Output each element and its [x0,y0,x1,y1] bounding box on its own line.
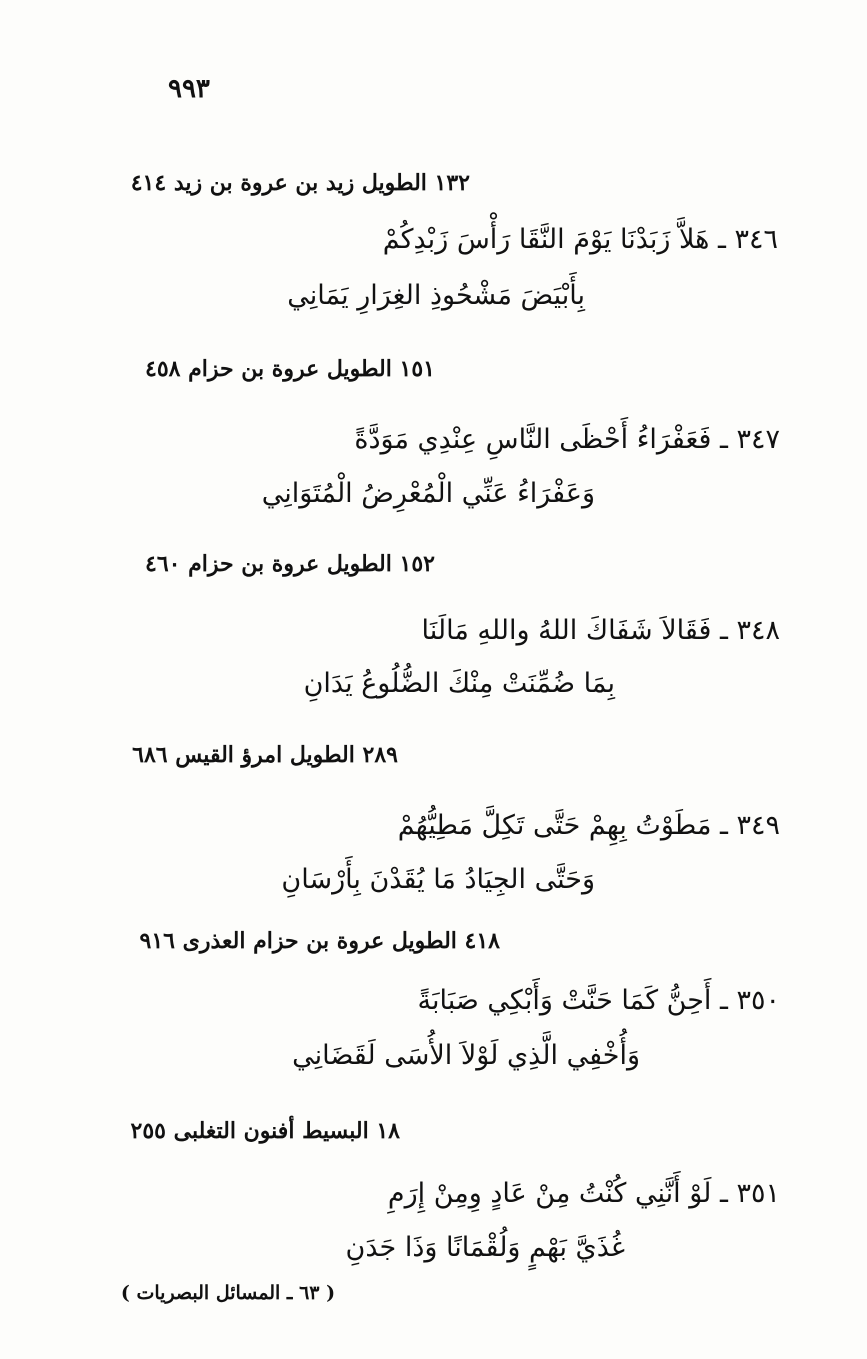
verse-second-hemistich: وَعَفْرَاءُ عَنِّي الْمُعْرِضُ الْمُتَوَانِي [261,478,595,509]
verse-first-hemistich: ٣٤٧ ـ فَعَفْرَاءُ أَحْظَى النَّاسِ عِنْدِي مَوَدَّةً [354,424,780,455]
verse-second-hemistich: وَحَتَّى الجِيَادُ مَا يُقَدْنَ بِأَرْسَانِ [281,864,595,895]
verse-first-hemistich: ٣٤٦ ـ هَلاَّ زَبَدْنَا يَوْمَ النَّقَا رَأْسَ زَبْدِكُمْ [382,224,778,255]
page-number: ٩٩٣ [168,74,210,104]
verse-first-hemistich: ٣٥١ ـ لَوْ أَنَّنِي كُنْتُ مِنْ عَادٍ وِمِنْ إِرَمِ [387,1178,780,1209]
entry-header: ٢٨٩ الطويل امرؤ القيس ٦٨٦ [132,742,398,768]
entry-header: ١٥١ الطويل عروة بن حزام ٤٥٨ [145,356,435,382]
verse-second-hemistich: وَأُخْفِي الَّذِي لَوْلاَ الأُسَى لَقَضَانِي [292,1040,640,1071]
verse-first-hemistich: ٣٤٨ ـ فَقَالاَ شَفَاكَ اللهُ واللهِ مَالَنَا [421,615,780,646]
entry-header: ٤١٨ الطويل عروة بن حزام العذرى ٩١٦ [139,928,500,954]
verse-second-hemistich: غُذَيَّ بَهْمٍ وَلُقْمَانًا وَذَا جَدَنِ [345,1232,625,1263]
entry-header: ١٣٢ الطويل زيد بن عروة بن زيد ٤١٤ [130,170,470,196]
verse-first-hemistich: ٣٤٩ ـ مَطَوْتُ بِهِمْ حَتَّى تَكِلَّ مَطِيُّهُمْ [397,810,780,841]
verse-second-hemistich: بِأَبْيَضَ مَشْحُوذِ الغِرَارِ يَمَانِي [287,280,585,311]
entry-header: ١٨ البسيط أفنون التغلبى ٢٥٥ [130,1118,400,1144]
footer-signature: ( ٦٣ ـ المسائل البصريات ) [120,1282,336,1304]
verse-second-hemistich: بِمَا ضُمِّنَتْ مِنْكَ الضُّلُوعُ يَدَانِ [303,668,615,699]
entry-header: ١٥٢ الطويل عروة بن حزام ٤٦٠ [145,551,435,577]
verse-first-hemistich: ٣٥٠ ـ أَحِنُّ كَمَا حَنَّتْ وَأَبْكِي صَبَابَةً [417,985,780,1016]
